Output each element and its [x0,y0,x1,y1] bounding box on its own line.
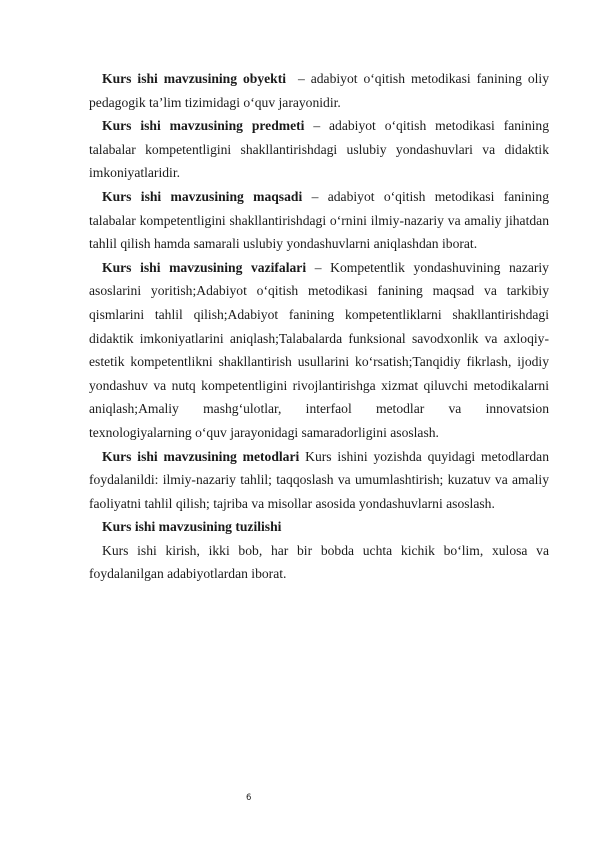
heading-maqsad: Kurs ishi mavzusining maqsadi [102,188,303,204]
paragraph-tuzilish-heading [89,515,549,539]
heading-metodlar: Kurs ishi mavzusining metodlari [102,448,300,464]
text-maqsad: – adabiyot o‘qitish metodikasi fanining talabalar kompetentligini shakllantirishdagi o‘rnini ilmiy-nazariy va amaliy jihatdan tahlil qilish hamda samarali uslubiy yondashuvlarni aniqlashdan iborat. [89,188,550,252]
page-number: 6 [246,793,252,803]
text-tuzilish: Kurs ishi kirish, ikki bob, har bir bobda uchta kichik bo‘lim, xulosa va foydalanilgan adabiyotlardan iborat. [89,542,549,582]
paragraph-obyekt [89,67,549,114]
heading-obyekt: Kurs ishi mavzusining obyekti [102,71,287,86]
paragraph-tuzilish-text [89,539,549,586]
text-predmet: – adabiyot o‘qitish metodikasi fanining talabalar kompetentligini shakllantirishdagi uslubiy yondashuvlari va didaktik imkoniyatlaridir. [89,118,549,181]
paragraph-metodlar [89,445,549,516]
paragraph-vazifalar [89,256,549,445]
heading-predmet: Kurs ishi mavzusining predmeti [102,118,305,134]
heading-tuzilish: Kurs ishi mavzusining tuzilishi [102,519,282,535]
text-metodlar: Kurs ishini yozishda quyidagi metodlardan foydalanildi: ilmiy-nazariy tahlil; taqqoslash va umumlashtirish; kuzatuv va amaliy faoliyatni tahlil qilish; tajriba va misollar asosida yondashuvlarni asoslash. [89,448,549,511]
paragraph-predmet [89,114,549,185]
document-body [89,67,549,586]
text-vazifalar: – Kompetentlik yondashuvining nazariy asoslarini yoritish;Adabiyot o‘qitish metodikasi fanining maqsad va tarkibiy qismlarini tahlil qilish;Adabiyot fanining kompetentliklarni shakllantirishdagi didaktik imkoniyatlarini aniqlash;Talabalarda funksional savodxonlik va axloqiy-estetik kompetentlikni shakllantirish usullarini ko‘rsatish;Tanqidiy fikrlash, ijodiy yondashuv va nutq kompetentligini rivojlantirishga xizmat qiluvchi metodikalarni aniqlash;Amaliy mashg‘ulotlar, interfaol metodlar va innovatsion texnologiyalarning o‘quv jarayonidagi samaradorligini asoslash. [89,259,549,440]
paragraph-maqsad [89,185,549,256]
text-obyekt: – adabiyot o‘qitish metodikasi fanining oliy pedagogik ta’lim tizimidagi o‘quv jarayonidir. [89,71,549,110]
heading-vazifalar: Kurs ishi mavzusining vazifalari [102,259,307,275]
